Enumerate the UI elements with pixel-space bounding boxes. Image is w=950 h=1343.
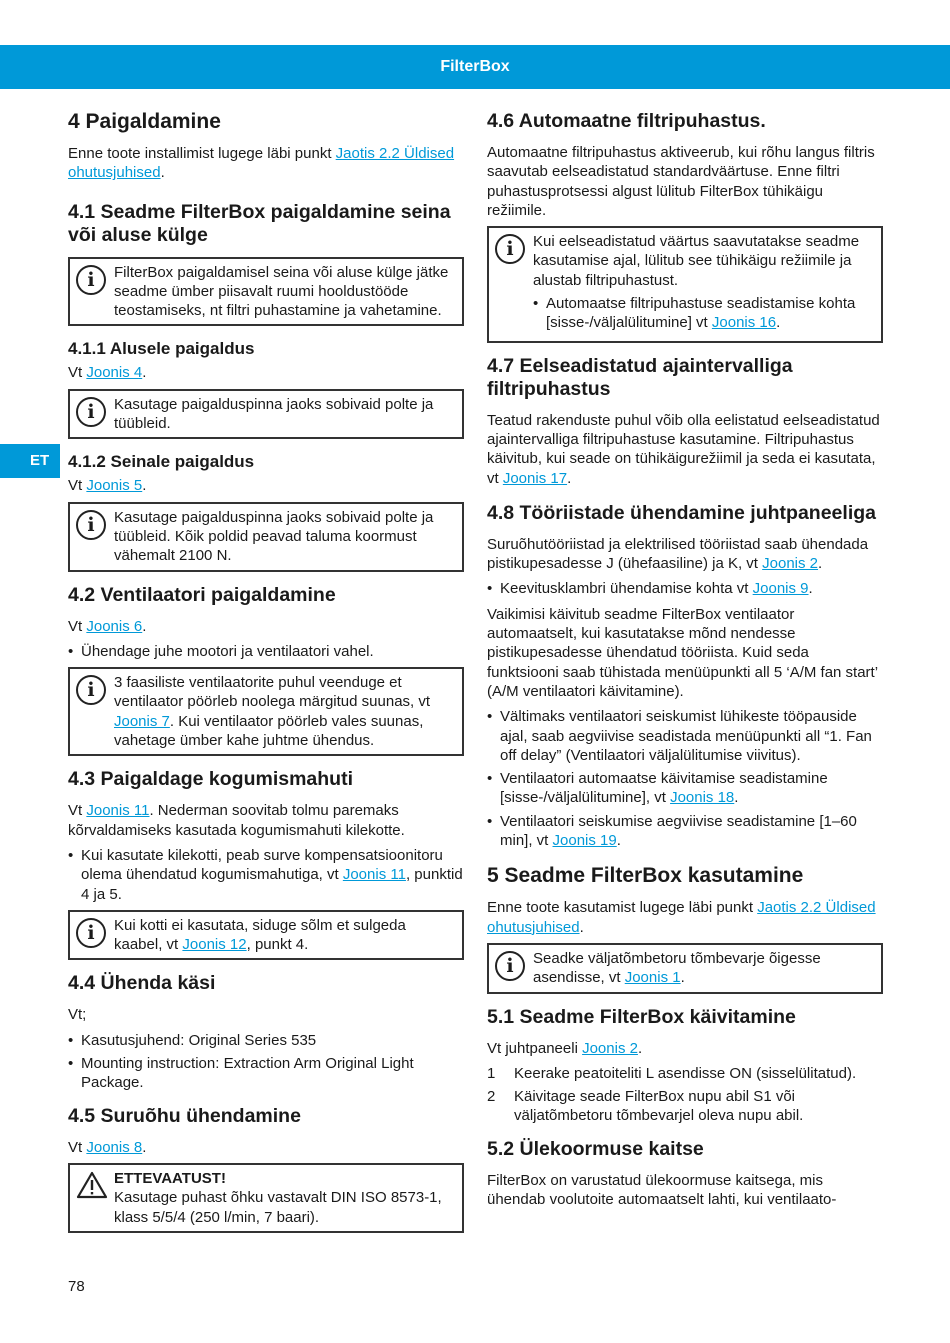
right-column: 4.6 Automaatne filtripuhastus. Automaatne filtripuhastus aktiveerub, kui rõhu langus filtris saavutab eelseadistatud standardväärtuse. Enne filtri puhastusprotsessi algust lülitub FilterBox tühikäigu režiimile. i Kui eelseadistatud väärtus saavutatakse seadme kasutamise ajal, lülitub see tühikäigu režiimile ja alustab filtripuhastust. • Automaatse filtripuhastuse seadistamise kohta [sisse-/väljalülitumine] vt Joonis 16. 4.7 Eelseadistatud ajaintervalliga filtripuhastus Teatud rakenduste puhul võib olla eelistatud eelseadistatud ajaintervalliga filtripuhastuse kasutamine. Filtripuhastus käivitub, kui seade on tühikäigurežiimil ja seda ei kasutata, vt Joonis 17. 4.8 Tööriistade ühendamine juhtpaneeliga Suruõhutööriistad ja elektrilised tööriistad saab ühendada pistikupesadesse J (ühefaasiline) ja K, vt Joonis 2. • Keevitusklambri ühendamise kohta vt Joonis 9. Vaikimisi käivitub seadme FilterBox ventilaator automaatselt, kui kasutatakse mõnd nendesse pistikupesadesse ühendatud tööriista. Kuid seda funktsiooni saab tühistada menüüpunkti all 5 ‘A/M fan start’ (A/M ventilaatori käivitamine). • Vältimaks ventilaatori seiskumist lühikeste tööpauside ajal, saab aegviivise seadistada menüüpunkti all “1. Fan off delay” (Ventilaatori väljalülitumise viivitus). • Ventilaatori automaatse käivitamise seadistamine [sisse-/väljalülitumine], vt Joonis 18. • Ventilaatori seiskumise aegviivise seadistamine [1–60 min], vt Joonis 19. 5 Seadme FilterBox kasutamine Enne toote kasutamist lugege läbi punkt Jaotis 2.2 Üldised ohutusjuhised. i Seadke väljatõmbetoru tõmbevarje õigesse asendisse, vt Joonis 1. 5.1 Seadme FilterBox käivitamine Vt juhtpaneeli Joonis 2. 1 Keerake peatoiteliti L asendisse ON (sisselülitatud). 2 Käivitage seade FilterBox nupu abil S1 või väljatõmbetoru tõmbevarjel oleva nupu abil. 5.2 Ülekoormuse kaitse FilterBox on varustatud ülekoormuse kaitsega, mis ühendab voolutoite automaatselt lahti, kui ventilaato- [487, 110, 883, 1215]
bullet-list [487, 707, 883, 850]
link-joonis-7[interactable]: Joonis 7 [114, 712, 170, 730]
link-joonis-8[interactable]: Joonis 8 [86, 1138, 143, 1156]
link-joonis-6[interactable]: Joonis 6 [86, 617, 143, 635]
section-5-1-title: 5.1 Seadme FilterBox käivitamine [487, 1005, 796, 1028]
numbered-list [487, 1064, 883, 1126]
info-icon: i [495, 234, 525, 264]
warning-icon [76, 1171, 108, 1199]
info-icon: i [76, 510, 106, 540]
link-joonis-5[interactable]: Joonis 5 [86, 477, 143, 495]
list-item: • Ventilaatori automaatse käivitamise seadistamine [sisse-/väljalülitumine], vt Joonis 18. [487, 769, 883, 808]
section-4-intro: Enne toote installimist lugege läbi punkt Jaotis 2.2 Üldised ohutusjuhised. [68, 145, 455, 182]
info-icon: i [76, 397, 106, 427]
bullet-list [68, 642, 464, 661]
section-5-2-title: 5.2 Ülekoormuse kaitse [487, 1137, 704, 1160]
list-item: • Ventilaatori seiskumise aegviivise seadistamine [1–60 min], vt Joonis 19. [487, 812, 883, 851]
list-item: • Mounting instruction: Extraction Arm Original Light Package. [68, 1054, 464, 1093]
link-joonis-12[interactable]: Joonis 12 [182, 936, 247, 954]
link-joonis-4[interactable]: Joonis 4 [86, 364, 143, 382]
bullet-list [68, 846, 464, 904]
bullet-list [68, 1031, 464, 1093]
info-note: i 3 faasiliste ventilaatorite puhul veenduge et ventilaator pöörleb noolega märgitud suunas, vt Joonis 7. Kui ventilaator pöörleb vales suunas, vahetage ümber kahe juhtme ühendus. [68, 667, 464, 756]
list-item: • Vältimaks ventilaatori seiskumist lühikeste tööpauside ajal, saab aegviivise seadistada menüüpunkti all “1. Fan off delay” (Ventilaatori väljalülitumise viivitus). [487, 707, 883, 765]
link-jaotis-2-2[interactable]: Jaotis 2.2 Üldised ohutusjuhised [487, 899, 876, 936]
link-jaotis-2-2[interactable]: Jaotis 2.2 Üldised ohutusjuhised [68, 145, 455, 182]
section-4-7-title: 4.7 Eelseadistatud ajaintervalliga filtripuhastus [487, 354, 793, 400]
list-item: 2 Käivitage seade FilterBox nupu abil S1 või väljatõmbetoru tõmbevarjel oleva nupu abil. [487, 1088, 804, 1125]
info-note: i Seadke väljatõmbetoru tõmbevarje õigesse asendisse, vt Joonis 1. [487, 943, 883, 994]
info-note: i Kasutage paigalduspinna jaoks sobivaid polte ja tüübleid. Kõik poldid peavad taluma koormust vähemalt 2100 N. [68, 502, 464, 572]
section-4-8-title: 4.8 Tööriistade ühendamine juhtpaneeliga [487, 501, 876, 524]
section-4-1-title: 4.1 Seadme FilterBox paigaldamine seina või aluse külge [68, 200, 451, 246]
bullet-list [487, 579, 883, 598]
info-note: i Kui eelseadistatud väärtus saavutatakse seadme kasutamise ajal, lülitub see tühikäigu režiimile ja alustab filtripuhastust. • Automaatse filtripuhastuse seadistamise kohta [sisse-/väljalülitumine] vt Joonis 16. [487, 226, 883, 342]
link-joonis-2[interactable]: Joonis 2 [582, 1039, 638, 1057]
link-joonis-17[interactable]: Joonis 17 [502, 469, 568, 487]
info-icon: i [76, 918, 106, 948]
link-joonis-18[interactable]: Joonis 18 [670, 789, 735, 807]
section-4-6-title: 4.6 Automaatne filtripuhastus. [487, 110, 766, 132]
section-5-title: 5 Seadme FilterBox kasutamine [487, 864, 804, 888]
info-icon: i [76, 675, 106, 705]
link-joonis-9[interactable]: Joonis 9 [752, 580, 809, 598]
section-4-1-2-title: 4.1.2 Seinale paigaldus [68, 452, 255, 472]
section-4-1-1-title: 4.1.1 Alusele paigaldus [68, 339, 255, 359]
document-header: FilterBox [0, 45, 950, 89]
info-icon: i [76, 265, 106, 295]
info-note: i Kasutage paigalduspinna jaoks sobivaid polte ja tüübleid. [68, 389, 464, 440]
link-joonis-11[interactable]: Joonis 11 [342, 866, 406, 884]
language-tab: ET [0, 444, 60, 478]
list-item: • Ühendage juhe mootori ja ventilaatori vahel. [68, 642, 464, 661]
section-4-title: 4 Paigaldamine [68, 110, 221, 133]
list-item: 1 Keerake peatoiteliti L asendisse ON (sisselülitatud). [487, 1064, 857, 1082]
link-joonis-11[interactable]: Joonis 11 [86, 802, 150, 820]
page-number: 78 [68, 1278, 85, 1295]
link-joonis-1[interactable]: Joonis 1 [624, 969, 681, 987]
section-4-3-title: 4.3 Paigaldage kogumismahuti [68, 768, 353, 791]
link-joonis-16[interactable]: Joonis 16 [711, 314, 777, 332]
info-note: i Kui kotti ei kasutata, siduge sõlm et sulgeda kaabel, vt Joonis 12, punkt 4. [68, 910, 464, 961]
section-4-4-title: 4.4 Ühenda käsi [68, 972, 216, 995]
list-item: • Kui kasutate kilekotti, peab surve kompensatsioonitoru olema ühendatud kogumismahutiga, vt Joonis 11, punktid 4 ja 5. [68, 846, 464, 904]
link-joonis-19[interactable]: Joonis 19 [552, 832, 617, 850]
section-4-2-title: 4.2 Ventilaatori paigaldamine [68, 583, 336, 606]
left-column: 4 Paigaldamine Enne toote installimist lugege läbi punkt Jaotis 2.2 Üldised ohutusjuhised. 4.1 Seadme FilterBox paigaldamine seina või aluse külge i FilterBox paigaldamisel seina või aluse külge jätke seadme ümber piisavalt ruumi hooldustööde teostamiseks, nt filtri puhastamine ja vahetamine. 4.1.1 Alusele paigaldus Vt Joonis 4. i Kasutage paigalduspinna jaoks sobivaid polte ja tüübleid. 4.1.2 Seinale paigaldus Vt Joonis 5. i Kasutage paigalduspinna jaoks sobivaid polte ja tüübleid. Kõik poldid peavad taluma koormust vähemalt 2100 N. 4.2 Ventilaatori paigaldamine Vt Joonis 6. • Ühendage juhe mootori ja ventilaatori vahel. i 3 faasiliste ventilaatorite puhul veenduge et ventilaator pöörleb noolega märgitud suunas, vt Joonis 7. Kui ventilaator pöörleb vales suunas, vahetage ümber kahe juhtme ühendus. 4.3 Paigaldage kogumismahuti Vt Joonis 11. Nederman soovitab tolmu paremaks kõrvaldamiseks kasutada kogumismahuti kilekotte. • Kui kasutate kilekotti, peab surve kompensatsioonitoru olema ühendatud kogumismahutiga, vt Joonis 11, punktid 4 ja 5. i Kui kotti ei kasutata, siduge sõlm et sulgeda kaabel, vt Joonis 12, punkt 4. 4.4 Ühenda käsi Vt; • Kasutusjuhend: Original Series 535 • Mounting instruction: Extraction Arm Original Light Package. 4.5 Suruõhu ühendamine Vt Joonis 8. ETTEVAATUST! Kasutage puhast õhku vastavalt DIN ISO 8573-1, klass 5/5/4 (250 l/min, 7 baari). [68, 110, 464, 1245]
link-joonis-2[interactable]: Joonis 2 [762, 555, 819, 573]
list-item: • Keevitusklambri ühendamise kohta vt Joonis 9. [487, 579, 883, 598]
warning-title: ETTEVAATUST! [114, 1169, 226, 1187]
warning-note: ETTEVAATUST! Kasutage puhast õhku vastavalt DIN ISO 8573-1, klass 5/5/4 (250 l/min, 7 baari). [68, 1163, 464, 1233]
section-4-5-title: 4.5 Suruõhu ühendamine [68, 1104, 301, 1127]
list-item: • Kasutusjuhend: Original Series 535 [68, 1031, 464, 1050]
bullet-list [533, 294, 873, 333]
info-icon: i [495, 951, 525, 981]
info-note: i FilterBox paigaldamisel seina või aluse külge jätke seadme ümber piisavalt ruumi hooldustööde teostamiseks, nt filtri puhastamine ja vahetamine. [68, 257, 464, 327]
list-item: • Automaatse filtripuhastuse seadistamise kohta [sisse-/väljalülitumine] vt Joonis 16. [533, 294, 873, 333]
